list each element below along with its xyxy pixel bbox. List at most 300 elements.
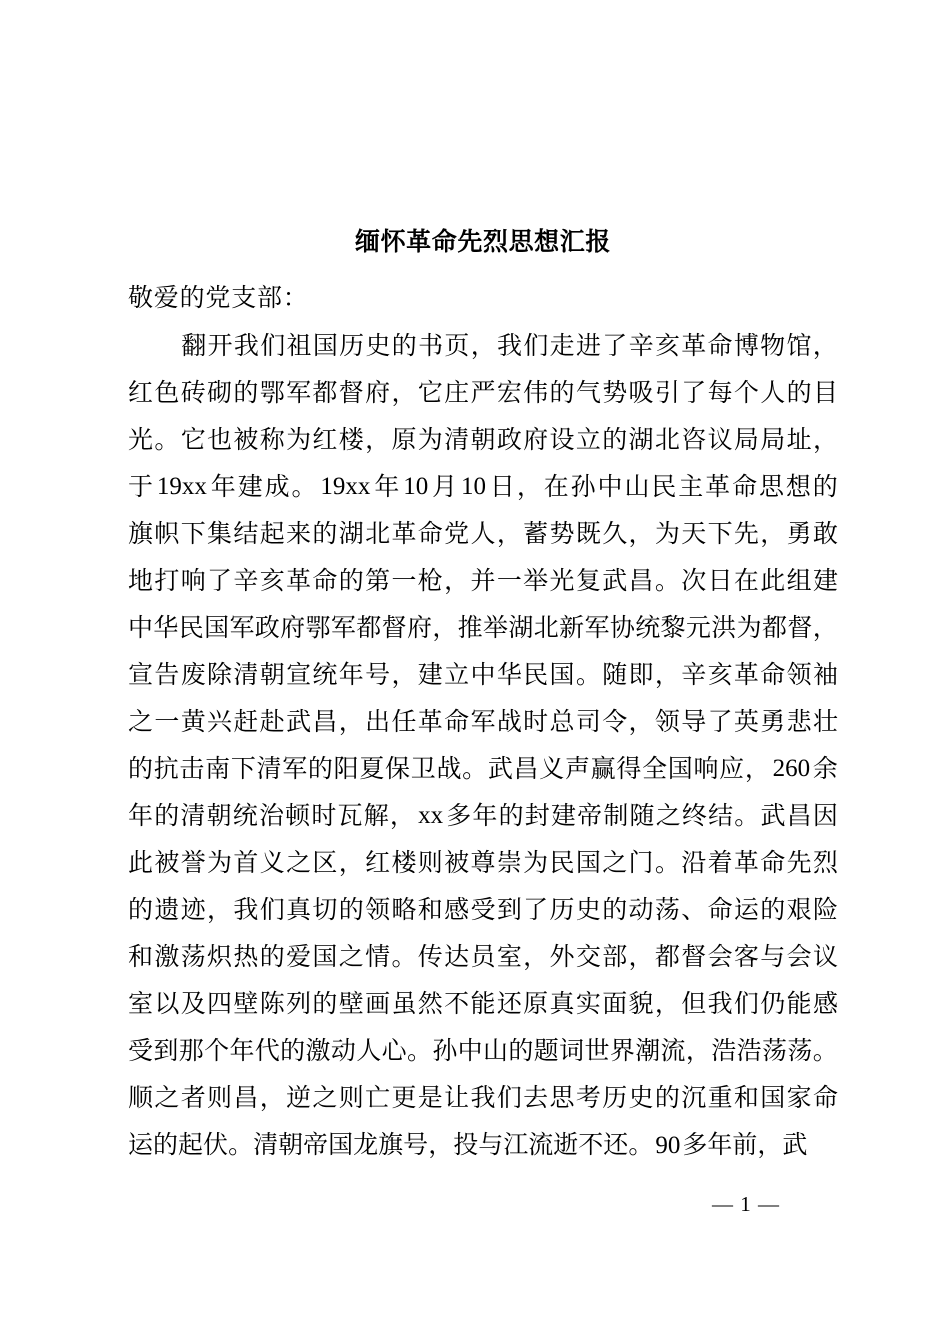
text-run: 者: [180, 1083, 206, 1112]
text-run: 的: [259, 942, 285, 971]
text-run: 260: [772, 755, 811, 782]
text-run: ，: [444, 566, 470, 595]
text-run: 勇: [760, 707, 786, 736]
text-run: 10: [461, 473, 487, 500]
text-run: 原: [391, 425, 417, 454]
text-run: 们: [496, 1083, 522, 1112]
text-run: 则: [207, 1083, 233, 1112]
text-run: 鄂: [259, 378, 285, 407]
text-run: 光: [549, 566, 575, 595]
text-run: 咨: [681, 425, 707, 454]
text-run: 的: [549, 378, 575, 407]
text-run: 国: [328, 1130, 354, 1159]
text-run: 馆: [786, 331, 812, 360]
text-run: 命: [760, 848, 786, 877]
text-run: 红: [128, 378, 154, 407]
text-run: 举: [523, 566, 549, 595]
text-run: ，: [685, 1036, 711, 1065]
text-run: 词: [559, 1036, 585, 1065]
text-run: 砖: [180, 378, 206, 407]
text-run: 命: [417, 519, 443, 548]
text-run: 流: [528, 1130, 554, 1159]
text-run: 和: [733, 1083, 759, 1112]
text-run: 宏: [496, 378, 522, 407]
text-run: 目: [812, 378, 838, 407]
text-run: 军: [286, 378, 312, 407]
text-run: ，: [259, 1083, 285, 1112]
text-run: 督: [381, 613, 407, 642]
body-line: [128, 651, 838, 698]
text-run: 革: [733, 660, 759, 689]
text-run: 。: [575, 660, 601, 689]
text-run: 武: [487, 754, 513, 783]
body-line: [128, 698, 838, 745]
text-run: 国: [312, 942, 338, 971]
text-run: 随: [629, 801, 655, 830]
text-run: 画: [365, 989, 391, 1018]
text-run: 。: [654, 566, 680, 595]
text-run: 统: [312, 660, 338, 689]
text-run: 湖: [628, 425, 654, 454]
text-run: 烈: [812, 848, 838, 877]
text-run: 为: [417, 425, 443, 454]
text-run: 能: [786, 989, 812, 1018]
text-run: 流: [660, 1036, 686, 1065]
text-run: 国: [312, 331, 338, 360]
text-run: 势: [602, 378, 628, 407]
text-run: 洪: [711, 613, 737, 642]
text-run: ，: [812, 425, 838, 454]
text-run: 先: [733, 519, 759, 548]
text-run: 悲: [786, 707, 812, 736]
text-run: 赶: [233, 707, 259, 736]
text-run: 亥: [707, 660, 733, 689]
text-run: 义: [539, 754, 565, 783]
text-run: 局: [733, 425, 759, 454]
body-line: [128, 839, 838, 886]
text-run: 建: [812, 566, 838, 595]
text-run: 结: [708, 801, 734, 830]
text-run: 沿: [681, 848, 707, 877]
text-run: 年: [128, 801, 154, 830]
text-run: 多: [682, 1130, 708, 1159]
text-run: 被: [444, 848, 470, 877]
text-run: 光: [128, 425, 154, 454]
text-run: 协: [609, 613, 635, 642]
text-run: 辛: [233, 566, 259, 595]
text-run: 废: [180, 660, 206, 689]
text-run: 封: [524, 801, 550, 830]
text-run: 也: [207, 425, 233, 454]
text-run: ，: [760, 519, 786, 548]
text-run: 解: [363, 801, 389, 830]
text-run: 的: [498, 801, 524, 830]
text-run: 陈: [259, 989, 285, 1018]
text-run: 卫: [410, 754, 436, 783]
text-run: 思: [758, 472, 784, 501]
text-run: 博: [733, 331, 759, 360]
text-run: 义: [259, 848, 285, 877]
text-run: 湖: [508, 613, 534, 642]
text-run: 革: [417, 707, 443, 736]
text-run: 枪: [417, 566, 443, 595]
text-run: 的: [312, 519, 338, 548]
text-run: 朝: [206, 801, 232, 830]
text-run: 命: [707, 331, 733, 360]
text-run: 阳: [333, 754, 359, 783]
text-run: 响: [180, 566, 206, 595]
text-run: 爱: [286, 942, 312, 971]
text-run: 史: [628, 1083, 654, 1112]
text-run: 历: [339, 331, 365, 360]
text-run: 吸: [628, 378, 654, 407]
text-run: 令: [602, 707, 628, 736]
text-run: 面: [602, 989, 628, 1018]
text-run: 了: [523, 895, 549, 924]
text-run: 则: [417, 848, 443, 877]
page-title: 缅怀革命先烈思想汇报: [354, 227, 611, 256]
text-run: 史: [365, 331, 391, 360]
text-run: 之: [338, 942, 364, 971]
text-run: 天: [681, 519, 707, 548]
text-run: 湖: [338, 519, 364, 548]
text-run: 号: [365, 660, 391, 689]
text-run: 的: [128, 754, 154, 783]
text-run: 翻: [181, 331, 207, 360]
body-line: [128, 1074, 838, 1121]
text-run: 沉: [681, 1083, 707, 1112]
text-run: 外: [549, 942, 575, 971]
text-run: 辛: [628, 331, 654, 360]
text-run: 壁: [338, 989, 364, 1018]
text-run: 南: [205, 754, 231, 783]
text-run: 时: [523, 707, 549, 736]
text-run: 年: [229, 1036, 255, 1065]
text-run: 元: [685, 613, 711, 642]
text-run: 武: [760, 801, 786, 830]
body-paragraph: [128, 322, 838, 1168]
text-run: 并: [470, 566, 496, 595]
text-run: 为: [523, 848, 549, 877]
text-run: 称: [259, 425, 285, 454]
text-run: 旗: [128, 519, 154, 548]
text-run: 考: [575, 1083, 601, 1112]
text-run: 得: [616, 754, 642, 783]
text-run: 区: [312, 848, 338, 877]
text-run: 夏: [359, 754, 385, 783]
text-run: 。: [734, 801, 760, 830]
text-run: 下: [180, 519, 206, 548]
text-run: 下: [707, 519, 733, 548]
text-run: 交: [575, 942, 601, 971]
text-run: 山: [483, 1036, 509, 1065]
body-line: [128, 416, 838, 463]
text-run: ，: [391, 378, 417, 407]
text-run: 真: [549, 989, 575, 1018]
text-run: 传: [417, 942, 443, 971]
text-run: 此: [760, 566, 786, 595]
text-run: 主: [678, 472, 704, 501]
text-run: 国: [204, 613, 230, 642]
text-run: 中: [128, 613, 154, 642]
text-run: 浩: [736, 1036, 762, 1065]
text-run: 客: [733, 942, 759, 971]
text-run: 除: [207, 660, 233, 689]
body-line: [128, 1027, 838, 1074]
text-run: 但: [681, 989, 707, 1018]
text-run: 建: [417, 660, 443, 689]
text-run: 的: [812, 472, 838, 501]
text-run: 时: [311, 801, 337, 830]
text-run: 势: [549, 519, 575, 548]
text-run: 遗: [154, 895, 180, 924]
text-run: ，: [470, 331, 496, 360]
text-run: 荡: [180, 942, 206, 971]
text-run: 黄: [180, 707, 206, 736]
text-run: 督: [338, 378, 364, 407]
text-run: 都: [312, 378, 338, 407]
text-run: 昌: [233, 1083, 259, 1112]
text-run: 导: [681, 707, 707, 736]
text-run: 那: [178, 1036, 204, 1065]
text-run: 气: [575, 378, 601, 407]
text-run: 是: [417, 1083, 443, 1112]
text-run: ，: [757, 1130, 783, 1159]
text-run: 中: [457, 1036, 483, 1065]
text-run: 了: [681, 378, 707, 407]
text-run: 因: [812, 801, 838, 830]
text-run: 荡: [787, 1036, 813, 1065]
text-run: 热: [233, 942, 259, 971]
text-run: ，: [654, 660, 680, 689]
text-run: 江: [503, 1130, 529, 1159]
text-run: 逆: [286, 1083, 312, 1112]
text-run: 议: [812, 942, 838, 971]
text-run: 应: [719, 754, 745, 783]
text-run: 史: [575, 895, 601, 924]
text-run: 被: [233, 425, 259, 454]
text-run: 世: [584, 1036, 610, 1065]
text-run: 。: [406, 1036, 432, 1065]
text-run: 走: [549, 331, 575, 360]
text-run: 的: [153, 1130, 179, 1159]
text-run: ，: [812, 613, 838, 642]
text-run: 亡: [365, 1083, 391, 1112]
text-run: 命: [312, 566, 338, 595]
text-run: 感: [444, 895, 470, 924]
body-line: [128, 745, 838, 792]
body-line: [128, 322, 838, 369]
text-run: 荡: [761, 1036, 787, 1065]
text-run: 则: [338, 1083, 364, 1112]
text-run: 虽: [391, 989, 417, 1018]
text-run: 抗: [153, 754, 179, 783]
text-run: 此: [128, 848, 154, 877]
text-run: 为: [286, 425, 312, 454]
text-run: 军: [584, 613, 610, 642]
text-run: 的: [654, 1083, 680, 1112]
text-run: 受: [470, 895, 496, 924]
text-run: 政: [496, 425, 522, 454]
text-run: 朝: [278, 1130, 304, 1159]
text-run: 府: [365, 378, 391, 407]
text-run: 门: [628, 848, 654, 877]
text-run: 命: [812, 1083, 838, 1112]
text-run: 的: [602, 425, 628, 454]
text-run: 列: [286, 989, 312, 1018]
text-run: 90: [655, 1132, 681, 1159]
text-run: 19xx: [320, 473, 371, 500]
page-number: — 1 —: [712, 1192, 780, 1216]
text-run: 日: [489, 472, 515, 501]
text-run: 既: [575, 519, 601, 548]
text-run: 思: [549, 1083, 575, 1112]
text-run: ，: [812, 331, 838, 360]
text-run: ，: [338, 707, 364, 736]
text-run: 会: [707, 942, 733, 971]
text-run: 中: [470, 660, 496, 689]
text-run: 年: [707, 1130, 733, 1159]
text-run: 的: [602, 895, 628, 924]
text-run: ，: [523, 942, 549, 971]
text-run: 组: [786, 566, 812, 595]
text-run: 总: [549, 707, 575, 736]
text-run: 色: [154, 378, 180, 407]
text-run: 首: [233, 848, 259, 877]
text-run: 华: [153, 613, 179, 642]
text-run: 逝: [553, 1130, 579, 1159]
text-run: 到: [496, 895, 522, 924]
text-run: 个: [204, 1036, 230, 1065]
text-run: 年: [374, 472, 400, 501]
text-run: 命: [760, 660, 786, 689]
text-run: 之: [154, 1083, 180, 1112]
text-run: 让: [444, 1083, 470, 1112]
text-run: 我: [470, 1083, 496, 1112]
text-run: 潮: [635, 1036, 661, 1065]
text-run: 亥: [259, 566, 285, 595]
text-run: 迹: [180, 895, 206, 924]
text-run: 治: [258, 801, 284, 830]
text-run: 伏: [203, 1130, 229, 1159]
text-run: 不: [444, 989, 470, 1018]
text-run: 真: [286, 895, 312, 924]
text-run: 年: [472, 801, 498, 830]
text-run: 之: [655, 801, 681, 830]
text-run: 黎: [660, 613, 686, 642]
text-run: 为: [207, 848, 233, 877]
text-run: 国: [549, 660, 575, 689]
text-run: 开: [207, 331, 233, 360]
text-run: ，: [744, 754, 770, 783]
text-run: 府: [280, 613, 306, 642]
text-run: 的: [786, 378, 812, 407]
text-run: 议: [707, 425, 733, 454]
text-run: 切: [312, 895, 338, 924]
text-run: 室: [128, 989, 154, 1018]
text-run: 庄: [444, 378, 470, 407]
text-run: 一: [496, 566, 522, 595]
body-line: [128, 604, 838, 651]
text-run: 全: [642, 754, 668, 783]
text-run: 起: [259, 519, 285, 548]
text-run: 武: [602, 566, 628, 595]
text-run: 它: [417, 378, 443, 407]
text-run: 楼: [391, 848, 417, 877]
text-run: 都: [356, 613, 382, 642]
text-run: 的: [128, 895, 154, 924]
text-run: 领: [654, 707, 680, 736]
text-run: ，: [628, 519, 654, 548]
text-run: 实: [575, 989, 601, 1018]
text-run: 的: [233, 378, 259, 407]
text-run: 为: [654, 519, 680, 548]
text-run: 瓦: [337, 801, 363, 830]
text-run: 民: [178, 613, 204, 642]
text-run: 武: [782, 1130, 808, 1159]
text-run: 举: [483, 613, 509, 642]
text-run: 党: [444, 519, 470, 548]
text-run: 们: [259, 895, 285, 924]
body-line: [128, 510, 838, 557]
text-run: 终: [681, 801, 707, 830]
body-line: [128, 463, 838, 510]
text-run: 军: [330, 613, 356, 642]
text-run: 府: [406, 613, 432, 642]
text-run: 于: [128, 472, 154, 501]
text-run: 领: [786, 660, 812, 689]
text-run: 革: [733, 848, 759, 877]
text-run: 我: [233, 331, 259, 360]
text-run: 达: [444, 942, 470, 971]
text-run: 了: [602, 331, 628, 360]
text-run: 壁: [233, 989, 259, 1018]
text-run: 员: [470, 942, 496, 971]
text-run: 伟: [523, 378, 549, 407]
text-run: 赢: [590, 754, 616, 783]
text-run: 页: [444, 331, 470, 360]
text-run: 前: [732, 1130, 758, 1159]
text-run: 军: [282, 754, 308, 783]
text-run: 19xx: [156, 473, 207, 500]
text-run: 貌: [628, 989, 654, 1018]
text-run: 来: [286, 519, 312, 548]
text-run: 的: [312, 989, 338, 1018]
text-run: 袖: [812, 660, 838, 689]
body-line: [128, 980, 838, 1027]
text-run: 新: [559, 613, 585, 642]
text-run: 物: [760, 331, 786, 360]
text-run: ，: [654, 989, 680, 1018]
text-run: 之: [602, 848, 628, 877]
text-run: 受: [128, 1036, 154, 1065]
text-run: 多: [446, 801, 472, 830]
text-run: 们: [523, 331, 549, 360]
text-run: 帝: [577, 801, 603, 830]
text-run: 的: [508, 1036, 534, 1065]
text-run: 之: [286, 848, 312, 877]
text-run: 兴: [207, 707, 233, 736]
text-run: 蓄: [523, 519, 549, 548]
text-run: ，: [516, 472, 542, 501]
text-run: 民: [651, 472, 677, 501]
text-run: 局: [760, 425, 786, 454]
text-run: 军: [229, 613, 255, 642]
text-run: 们: [733, 989, 759, 1018]
body-line: [128, 933, 838, 980]
text-run: 及: [180, 989, 206, 1018]
text-run: 不: [578, 1130, 604, 1159]
